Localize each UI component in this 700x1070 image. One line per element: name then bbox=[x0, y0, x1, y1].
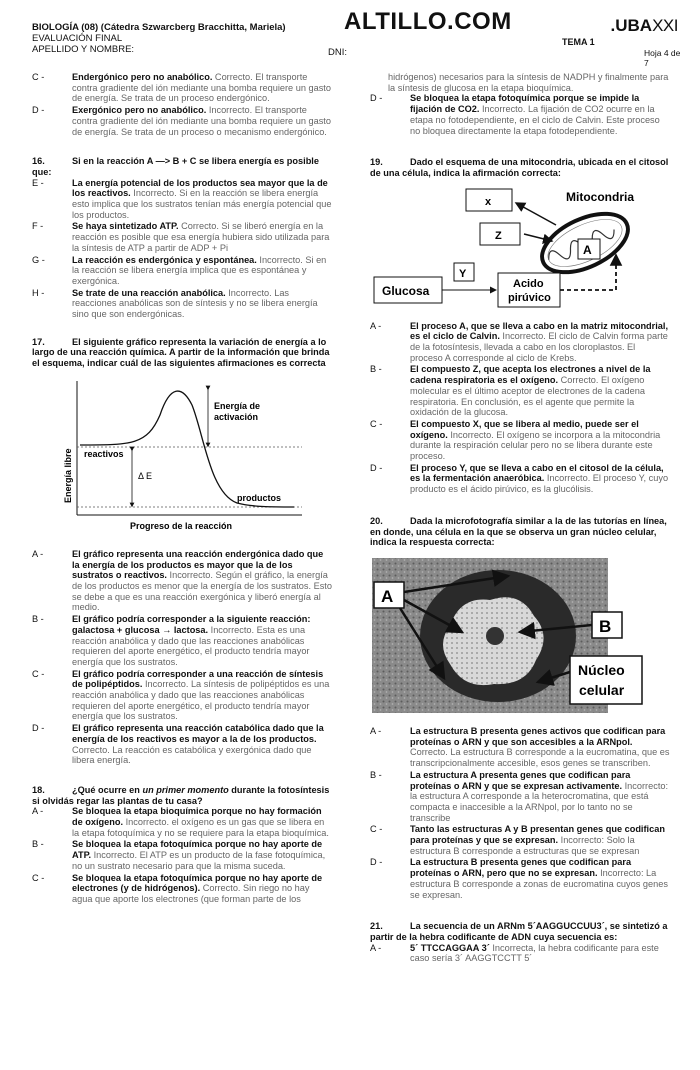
pyruvic-label-2: pirúvico bbox=[508, 291, 551, 304]
q16-option-e bbox=[32, 178, 332, 221]
option-key: C - bbox=[370, 824, 383, 835]
option-statement: La reacción es endergónica y espontánea. bbox=[72, 254, 257, 265]
option-statement: Se haya sintetizado ATP. bbox=[72, 221, 179, 232]
z-label: Z bbox=[495, 229, 502, 242]
option-statement: El proceso Y, que se lleva a cabo en el citosol de la célula, es la fermentación anaeróbica. bbox=[410, 462, 664, 484]
q20-option-c bbox=[370, 824, 670, 856]
page-header bbox=[32, 8, 682, 68]
option-key: A - bbox=[370, 942, 382, 953]
q17-option-c bbox=[32, 669, 332, 723]
option-key: G - bbox=[32, 254, 45, 265]
question-text: ¿Qué ocurre en bbox=[72, 784, 143, 795]
mitochondria-title: Mitocondria bbox=[566, 189, 634, 204]
right-column bbox=[370, 72, 670, 965]
option-statement: El proceso A, que se lleva a cabo en la matriz mitocondrial, es el ciclo de Calvin. bbox=[410, 320, 669, 342]
q18-option-d bbox=[370, 93, 670, 136]
question-number: 18. bbox=[32, 784, 45, 795]
option-key: B - bbox=[32, 614, 44, 625]
option-feedback: Correcto. Sin riego no hay agua que aporte los electrones (que forman parte de los bbox=[72, 883, 310, 904]
question-21 bbox=[370, 921, 670, 942]
question-16 bbox=[32, 156, 332, 177]
option-statement: El gráfico podría corresponder a una reacción de síntesis de polipéptidos. bbox=[72, 668, 324, 690]
option-statement: La estructura B presenta genes que codifican para proteínas o ARN, pero que no se expresan. bbox=[410, 857, 632, 879]
question-number: 17. bbox=[32, 336, 45, 347]
option-statement: Se trate de una reacción anabólica. bbox=[72, 287, 226, 298]
option-statement: El gráfico representa una reacción endergónica dado que la energía de los productos es mayor que la de los sustratos o reactivos. bbox=[72, 548, 324, 581]
option-statement: El compuesto X, que se libera al medio, puede ser el oxígeno. bbox=[410, 418, 639, 440]
option-key: B - bbox=[370, 769, 382, 780]
question-19 bbox=[370, 157, 670, 178]
x-arrow bbox=[516, 203, 556, 225]
option-statement: Se bloquea la etapa bioquímica porque no hay formación de oxígeno. bbox=[72, 806, 322, 828]
course-title: BIOLOGÍA (08) (Cátedra Szwarcberg Bracchitta, Mariela) bbox=[32, 22, 286, 33]
option-feedback: Incorrecto. el oxígeno es un gas que se libera en la etapa fotoquímica y no se requiere para la etapa bioquímica. bbox=[72, 817, 329, 838]
b-label: B bbox=[599, 616, 612, 636]
option-feedback: Incorrecto: La estructura B corresponde a zonas de eucromatina cuyos genes se expresan. bbox=[410, 868, 668, 900]
option-feedback: Incorrecto. Esta es una reacción anabólica y dado que las reacciones anabólicas requieren del aporte energético, el producto tendría mayor energía que los sustratos. bbox=[72, 624, 310, 667]
option-statement: Tanto las estructuras A y B presentan genes que codifican para proteínas y que se expresan. bbox=[410, 824, 665, 846]
option-key: C - bbox=[32, 872, 45, 883]
option-key: F - bbox=[32, 221, 44, 232]
q16-option-g bbox=[32, 255, 332, 287]
option-feedback: Incorrecto. El ciclo de Calvin forma parte de la fotosíntesis, llevada a cabo en los cloroplastos. El proceso A corresponde al ciclo de Krebs. bbox=[410, 331, 668, 363]
question-text: Si en la reacción A —> B + C se libera energía es posible que: bbox=[32, 156, 319, 177]
option-feedback: Incorrecto. La fijación de CO2 ocurre en la etapa no fotodependiente, en el ciclo de Calvin. Este proceso no bloquea directamente la etapa fotodependiente. bbox=[410, 104, 660, 136]
option-feedback: Incorrecto: Solo la estructura B corresponde a estructuras que se expresan bbox=[410, 835, 640, 856]
option-statement: Exergónico pero no anabólico. bbox=[72, 105, 207, 116]
nucleus-label-2: celular bbox=[579, 681, 625, 698]
option-key: C - bbox=[370, 418, 383, 429]
q19-option-d bbox=[370, 463, 670, 495]
x-label: x bbox=[485, 195, 492, 208]
option-key: H - bbox=[32, 287, 45, 298]
option-key: C - bbox=[32, 72, 45, 82]
a-label: A bbox=[381, 586, 394, 606]
option-key: A - bbox=[370, 725, 382, 736]
a-label: A bbox=[583, 242, 592, 257]
option-feedback: Incorrecto. El ATP es un producto de la fase fotoquímica, no un sustrato necesario para que la misma suceda. bbox=[72, 850, 326, 871]
question-17 bbox=[32, 337, 332, 369]
glucose-label: Glucosa bbox=[382, 283, 430, 298]
y-label: Y bbox=[459, 267, 467, 280]
left-column bbox=[32, 72, 332, 906]
option-feedback: Incorrecto. El proceso Y, cuyo producto es el ácido pirúvico, es la glucólisis. bbox=[410, 473, 669, 495]
option-key: A - bbox=[32, 548, 44, 559]
option-key: A - bbox=[32, 806, 44, 817]
q20-option-d bbox=[370, 857, 670, 900]
tema-label: TEMA 1 bbox=[562, 37, 595, 47]
option-key: D - bbox=[370, 93, 383, 104]
question-text: Dado el esquema de una mitocondria, ubicada en el citosol de una célula, indica la afirmación correcta: bbox=[370, 157, 669, 178]
question-text-end: durante la fotosíntesis si olvidás regar las plantas de tu casa? bbox=[32, 784, 330, 806]
option-feedback: Correcto. El oxígeno molecular es el último aceptor de electrones de la cadena respiratoria. En conclusión, es el agente que permite la oxidación de la glucosa. bbox=[410, 375, 645, 418]
activation-label-1: Energía de bbox=[214, 400, 261, 411]
option-key: C - bbox=[32, 668, 45, 679]
option-feedback: Incorrecto. Si en la reacción se libera energía implica que es espontánea y exergónica. bbox=[72, 254, 327, 286]
option-feedback: Incorrecto. Si en la reacción se libera energía esto implica que los sustratos tenían más energía potencial que los productos. bbox=[72, 188, 332, 220]
question-number: 19. bbox=[370, 157, 383, 168]
option-feedback: Correcto. Si se liberó energía en la reacción es posible que esa energía hubiera sido utilizada para la síntesis de ATP a partir de ADP + Pi bbox=[72, 221, 330, 253]
q19-option-a bbox=[370, 321, 670, 364]
nucleus-label-1: Núcleo bbox=[578, 661, 625, 678]
option-feedback: Incorrecto. El transporte contra gradiente del ión mediante una bomba requiere un gasto de energía. Se trata de un proceso o mecanismo endergónico. bbox=[72, 105, 331, 137]
option-key: E - bbox=[32, 177, 44, 188]
question-number: 20. bbox=[370, 515, 383, 526]
q16-option-h bbox=[32, 288, 332, 320]
q19-option-c bbox=[370, 419, 670, 462]
q18-option-c-continued: hidrógenos) necesarios para la síntesis de NADPH y finalmente para la síntesis de glucosa en la etapa bioquímica. bbox=[388, 72, 669, 93]
nucleus-micrograph bbox=[370, 556, 670, 716]
option-statement: Endergónico pero no anabólico. bbox=[72, 72, 213, 82]
option-key: D - bbox=[32, 105, 45, 116]
site-logo: ALTILLO.COM bbox=[344, 8, 512, 35]
question-18 bbox=[32, 785, 332, 806]
option-key: A - bbox=[370, 320, 382, 331]
mitochondria-diagram bbox=[370, 183, 670, 311]
option-statement: La energía potencial de los productos sea mayor que la de los reactivos. bbox=[72, 177, 328, 199]
z-arrow bbox=[524, 234, 552, 241]
option-statement: El compuesto Z, que acepta los electrones a nivel de la cadena respiratoria es el oxígeno. bbox=[410, 364, 651, 386]
q15-option-c bbox=[32, 72, 332, 104]
option-feedback: Correcto. El transporte contra gradiente del ión mediante una bomba requiere un gasto de energía. Se trata de un proceso endergónico. bbox=[72, 72, 331, 104]
option-feedback: Incorrecto. La síntesis de polipéptidos es una reacción anabólica y dado que las reacciones anabólicas requieren del aporte energético, el producto tendría mayor energía que los sustratos. bbox=[72, 679, 330, 722]
option-feedback: Correcto. La reacción es catabólica y exergónica dado que libera energía. bbox=[72, 744, 312, 766]
option-key: B - bbox=[32, 839, 44, 850]
uba-logo bbox=[611, 16, 678, 36]
option-key: D - bbox=[370, 462, 383, 473]
option-statement: Se bloquea la etapa fotoquímica porque no hay aporte de ATP. bbox=[72, 839, 323, 861]
option-key: B - bbox=[370, 364, 382, 375]
option-feedback: Incorrecto. El oxígeno se incorpora a la mitocondria durante la respiración celular pero no se libera durante este proceso. bbox=[410, 429, 661, 462]
q16-option-f bbox=[32, 221, 332, 253]
question-number: 16. bbox=[32, 156, 45, 167]
delta-e-label: Δ E bbox=[138, 470, 153, 481]
q17-option-b bbox=[32, 614, 332, 668]
q15-option-d bbox=[32, 105, 332, 137]
option-statement: 5´ TTCCAGGAA 3´ bbox=[410, 942, 490, 953]
activation-label-2: activación bbox=[214, 411, 259, 422]
question-text: La secuencia de un ARNm 5´AAGGUCCUU3´, se sintetizó a partir de la hebra codificante de ADN cuya secuencia es: bbox=[370, 921, 668, 942]
question-number: 21. bbox=[370, 921, 383, 932]
question-text: El siguiente gráfico representa la variación de energía a lo largo de una reacción química. A partir de la información que brinda el esquema, indicar cuál de las siguientes afirmaciones es correcta bbox=[32, 336, 330, 369]
uba-text: .UBA bbox=[610, 16, 653, 35]
option-key: D - bbox=[32, 723, 45, 734]
question-text: Dada la microfotografía similar a la de las tutorías en línea, en donde, una célula en la que se observa un gran núcleo celular, indica la respuesta correcta: bbox=[370, 515, 667, 548]
q18-option-c bbox=[32, 873, 332, 905]
exam-info bbox=[32, 22, 286, 55]
q19-option-b bbox=[370, 364, 670, 418]
nucleolus bbox=[486, 627, 504, 645]
question-emphasis: un primer momento bbox=[142, 784, 229, 795]
option-feedback: Incorrecto: la estructura A corresponde a la heterocromatina, que está compacta e inaccesible a la ARNpol, por lo tanto no se transcribe bbox=[410, 780, 669, 823]
option-statement: Se bloquea la etapa fotoquímica porque se impide la fijación de CO2. bbox=[410, 93, 640, 115]
q18-option-b bbox=[32, 839, 332, 871]
exam-type: EVALUACIÓN FINAL bbox=[32, 33, 123, 44]
option-feedback: Correcto. La estructura B corresponde a la eucromatina, que es transcripcionalmente accesible, esos genes se transcriben. bbox=[410, 747, 670, 769]
uba-xxi-text: XXI bbox=[652, 16, 678, 35]
option-statement: Se bloquea la etapa fotoquímica porque no hay aporte de electrones (y de hidrógenos). bbox=[72, 872, 323, 894]
q18-option-a bbox=[32, 806, 332, 838]
name-label: APELLIDO Y NOMBRE: bbox=[32, 44, 135, 55]
pyruvic-label-1: Acido bbox=[513, 277, 544, 290]
option-statement: La estructura A presenta genes que codifican para proteínas o ARN y que se expresan activamente. bbox=[410, 769, 631, 791]
option-feedback: Incorrecta, la hebra codificante para este caso sería 3´ AAGGTCCTT 5´ bbox=[410, 942, 659, 964]
page-number: Hoja 4 de 7 bbox=[644, 48, 681, 68]
x-axis-label: Progreso de la reacción bbox=[130, 520, 233, 531]
q20-option-a bbox=[370, 726, 670, 769]
question-20 bbox=[370, 516, 670, 548]
option-statement: El gráfico representa una reacción catabólica dado que la energía de los reactivos es mayor a la de los productos. bbox=[72, 723, 324, 744]
dni-label: DNI: bbox=[328, 47, 347, 58]
y-axis-label: Energía libre bbox=[63, 448, 73, 503]
q17-option-a bbox=[32, 549, 332, 613]
option-feedback: Incorrecto. Las reacciones anabólicas son de síntesis y no se libera energía sino que son endergónicas. bbox=[72, 287, 318, 320]
q20-option-b bbox=[370, 770, 670, 824]
option-statement: El gráfico podría corresponder a la siguiente reacción: galactosa + glucosa → lactosa. bbox=[72, 614, 311, 635]
energy-diagram bbox=[32, 375, 332, 541]
q21-option-a bbox=[370, 943, 670, 964]
option-key: D - bbox=[370, 857, 383, 868]
q17-option-d bbox=[32, 723, 332, 766]
option-statement: La estructura B presenta genes activos que codifican para proteínas o ARN y que son accesibles a la ARNpol. bbox=[410, 725, 666, 747]
option-feedback: Incorrecto. Según el gráfico, la energía de los productos es menor que la energía de los sustratos. Esto se debe a que es una reacción exergónica y liberó energía al medio. bbox=[72, 570, 332, 613]
products-label: productos bbox=[237, 492, 281, 503]
reactants-label: reactivos bbox=[84, 448, 124, 459]
